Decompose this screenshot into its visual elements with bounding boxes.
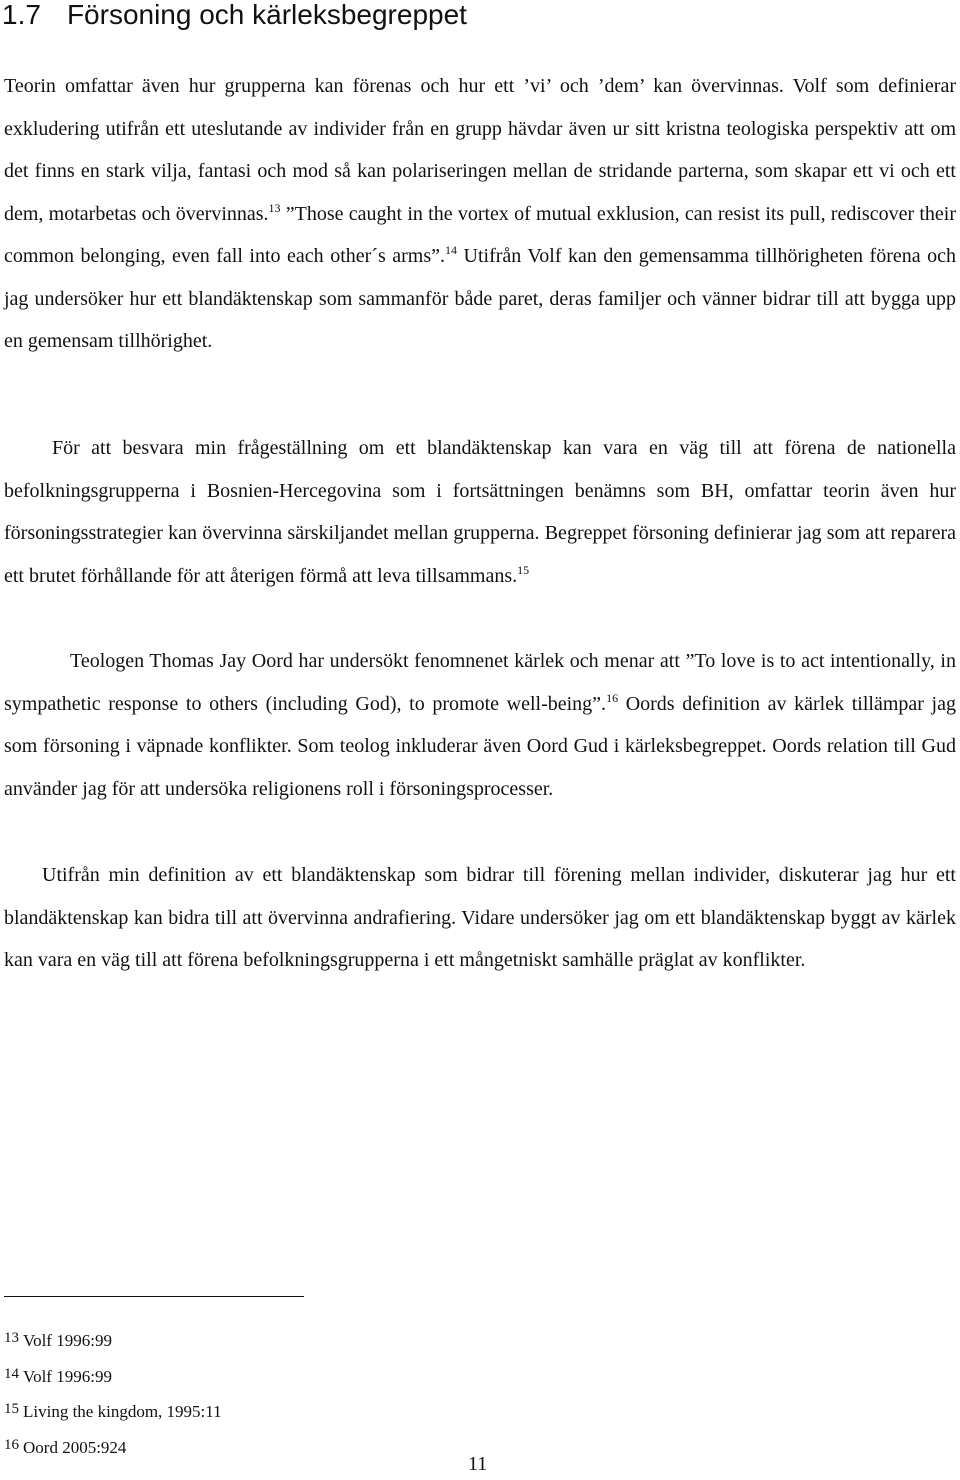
body-text-block-4 xyxy=(4,854,956,982)
paragraph-3 xyxy=(4,640,956,810)
footnotes xyxy=(4,1322,222,1464)
footnote-ref-14[interactable]: 14 xyxy=(445,243,458,257)
footnote-ref-16[interactable]: 16 xyxy=(606,690,619,705)
body-text-block-3 xyxy=(4,640,956,810)
paragraph-1-text-a: Teorin omfattar även hur grupperna kan förenas och hur ett ’vi’ och ’dem’ kan övervinnas. Volf som definierar exkludering utifrån ett uteslutande av individer från en grupp hävdar även ur sitt kristna teologiska perspektiv att om det finns en stark vilja, fantasi och mod så kan polariseringen mellan de stridande parterna, som skapar ett vi och ett dem, motarbetas och övervinnas. xyxy=(4,75,956,225)
body-text-block-2 xyxy=(4,427,956,597)
paragraph-3-text-a: Teologen Thomas Jay Oord har undersökt fenomnenet kärlek och menar att ”To love is to act intentionally, in sympathetic response to others (including God), to promote well-being”. xyxy=(4,650,956,715)
paragraph-1 xyxy=(4,65,956,363)
paragraph-4-text: Utifrån min definition av ett blandäktenskap som bidrar till förening mellan individer, diskuterar jag hur ett blandäktenskap kan bidra till att övervinna andrafiering. Vidare undersöker jag om ett blandäktenskap byggt av kärlek kan vara en väg till att förena befolkningsgrupperna i ett mångetniskt samhälle präglat av konflikter. xyxy=(4,864,956,971)
paragraph-1-text-b: Utifrån Volf kan den gemensamma tillhörigheten förena och jag undersöker hur ett blandäktenskap som sammanför både paret, deras familjer och vänner bidrar till att bygga upp en gemensam tillhörighet. xyxy=(4,245,957,352)
footnote-15: 15 Living the kingdom, 1995:11 xyxy=(4,1401,222,1421)
footnote-ref-13[interactable]: 13 xyxy=(268,200,281,215)
footnote-ref-15[interactable]: 15 xyxy=(517,562,530,577)
paragraph-4 xyxy=(4,854,956,982)
section-title: Försoning och kärleksbegreppet xyxy=(66,0,467,30)
paragraph-1-quote: ”Those caught in the vortex of mutual exklusion, can resist its pull, rediscover their common belonging, even fall into each other´s arms”. xyxy=(4,202,956,267)
footnote-13: 13 Volf 1996:99 xyxy=(4,1330,112,1350)
paragraph-3-text-b: Oords definition av kärlek tillämpar jag som försoning i väpnade konflikter. Som teolog inkluderar även Oord Gud i kärleksbegreppet. Oords relation till Gud använder jag för att undersöka religionens roll i försoningsprocesser. xyxy=(4,692,956,800)
paragraph-2-text: För att besvara min frågeställning om ett blandäktenskap kan vara en väg till att förena de nationella befolkningsgrupperna i Bosnien-Hercegovina som i fortsättningen benämns som BH, omfattar teorin även hur försoningsstrategier kan övervinna särskiljandet mellan grupperna. Begreppet försoning definierar jag som att reparera ett brutet förhållande för att återigen förmå att leva tillsammans. xyxy=(4,437,956,587)
page-number: 11 xyxy=(468,1453,488,1475)
section-number: 1.7 xyxy=(2,0,41,30)
footnote-16: 16 Oord 2005:924 xyxy=(4,1436,127,1457)
footnote-separator xyxy=(4,1296,304,1297)
body-text-block-1 xyxy=(4,65,956,363)
footnote-14: 14 Volf 1996:99 xyxy=(4,1365,112,1386)
paragraph-2 xyxy=(4,427,956,597)
section-heading xyxy=(2,0,467,36)
